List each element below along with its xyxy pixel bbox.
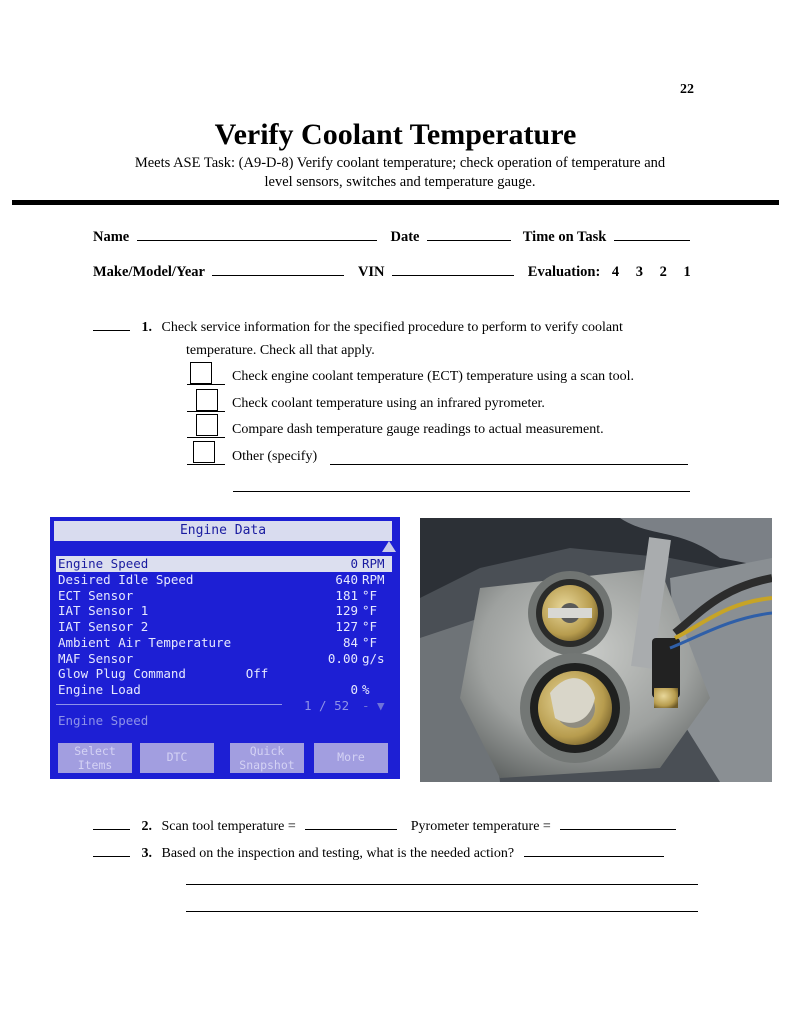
scan-row: MAF Sensor 0.00 g/s <box>58 650 385 666</box>
time-on-task-label: Time on Task <box>522 229 607 245</box>
needed-action-field-line-3[interactable] <box>186 910 698 912</box>
page-title: Verify Coolant Temperature <box>214 118 577 151</box>
vin-label: VIN <box>357 264 385 280</box>
scan-pager: 1 / 52 - ▼ <box>304 698 385 713</box>
page-number: 22 <box>680 82 694 97</box>
evaluation-label: Evaluation: <box>527 264 601 280</box>
evaluation-score-4[interactable]: 4 <box>611 264 620 280</box>
checkbox-underline <box>187 411 225 412</box>
scan-row: ECT Sensor 181 °F <box>58 587 378 603</box>
question-3-number: 3. <box>141 846 152 861</box>
dtc-button[interactable]: DTC <box>140 743 214 773</box>
vehicle-row <box>93 261 691 281</box>
scan-row: IAT Sensor 2 127 °F <box>58 619 378 634</box>
pyrometer-temp-label: Pyrometer temperature = <box>410 819 551 834</box>
question-2-number: 2. <box>141 819 152 834</box>
thermostat-photo <box>420 518 772 782</box>
option-scan-tool-label: Check engine coolant temperature (ECT) temperature using a scan tool. <box>232 369 634 384</box>
date-field[interactable] <box>427 226 511 241</box>
pyrometer-temp-field[interactable] <box>560 815 676 830</box>
scan-tool-temp-field[interactable] <box>305 815 397 830</box>
other-specify-field[interactable] <box>330 463 688 465</box>
question-2 <box>93 815 676 835</box>
task-description-line-2: level sensors, switches and temperature gauge. <box>264 174 536 190</box>
checkbox-underline <box>187 464 225 465</box>
vin-field[interactable] <box>392 261 514 276</box>
thermostat-illustration <box>420 518 772 782</box>
evaluation-score-1[interactable]: 1 <box>683 264 691 280</box>
scan-row: IAT Sensor 1 129 °F <box>58 603 378 618</box>
selected-parameter-label: Engine Speed <box>58 713 149 728</box>
needed-action-field[interactable] <box>524 842 664 857</box>
checkbox-underline <box>187 384 225 385</box>
option-other-label: Other (specify) <box>232 449 318 464</box>
option-pyrometer-checkbox[interactable] <box>196 389 218 411</box>
name-label: Name <box>93 229 130 245</box>
question-1-text: Check service information for the specified procedure to perform to verify coolant <box>161 320 623 335</box>
option-gauge-checkbox[interactable] <box>196 414 218 436</box>
scan-row: Glow Plug Command Off <box>58 666 269 681</box>
select-items-button[interactable]: Select Items <box>58 743 132 773</box>
option-pyrometer-label: Check coolant temperature using an infrared pyrometer. <box>232 396 545 411</box>
question-3 <box>93 842 664 862</box>
scroll-up-icon <box>382 541 396 552</box>
evaluation-score-2[interactable]: 2 <box>659 264 667 280</box>
question-2-check-blank[interactable] <box>93 815 130 830</box>
question-1-check-blank[interactable] <box>93 316 130 331</box>
question-3-check-blank[interactable] <box>93 842 130 857</box>
name-field[interactable] <box>137 226 377 241</box>
date-label: Date <box>390 229 420 245</box>
make-model-year-field[interactable] <box>212 261 344 276</box>
quick-snapshot-button[interactable]: Quick Snapshot <box>230 743 304 773</box>
time-on-task-field[interactable] <box>614 226 690 241</box>
name-date-row <box>93 226 690 246</box>
scan-row: Ambient Air Temperature 84 °F <box>58 635 378 650</box>
scan-tool-temp-label: Scan tool temperature = <box>161 819 296 834</box>
scan-tool-screen <box>50 517 400 779</box>
option-other-checkbox[interactable] <box>193 441 215 463</box>
question-1-text-cont: temperature. Check all that apply. <box>186 343 375 358</box>
scan-row: Engine Speed 0 RPM <box>56 556 392 572</box>
evaluation-score-3[interactable]: 3 <box>635 264 644 280</box>
checkbox-underline <box>187 437 225 438</box>
more-button[interactable]: More <box>314 743 388 773</box>
other-specify-field-line-2[interactable] <box>233 490 690 492</box>
question-1-number: 1. <box>141 320 152 335</box>
scroll-indicator-icon: - ▼ <box>362 698 385 713</box>
task-description-line-1: Meets ASE Task: (A9-D-8) Verify coolant temperature; check operation of temperature and <box>134 155 666 171</box>
scan-tool-title: Engine Data <box>54 521 392 541</box>
scan-row: Desired Idle Speed 640 RPM <box>58 572 385 587</box>
task-description <box>80 154 720 192</box>
make-model-year-label: Make/Model/Year <box>93 264 205 280</box>
question-1 <box>93 316 623 336</box>
question-3-text: Based on the inspection and testing, what is the needed action? <box>161 846 515 861</box>
option-gauge-label: Compare dash temperature gauge readings to actual measurement. <box>232 422 604 437</box>
option-scan-tool-checkbox[interactable] <box>190 362 212 384</box>
header-divider <box>12 200 779 205</box>
scan-row: Engine Load 0 % <box>58 682 370 697</box>
needed-action-field-line-2[interactable] <box>186 883 698 885</box>
screen-divider <box>56 704 282 705</box>
